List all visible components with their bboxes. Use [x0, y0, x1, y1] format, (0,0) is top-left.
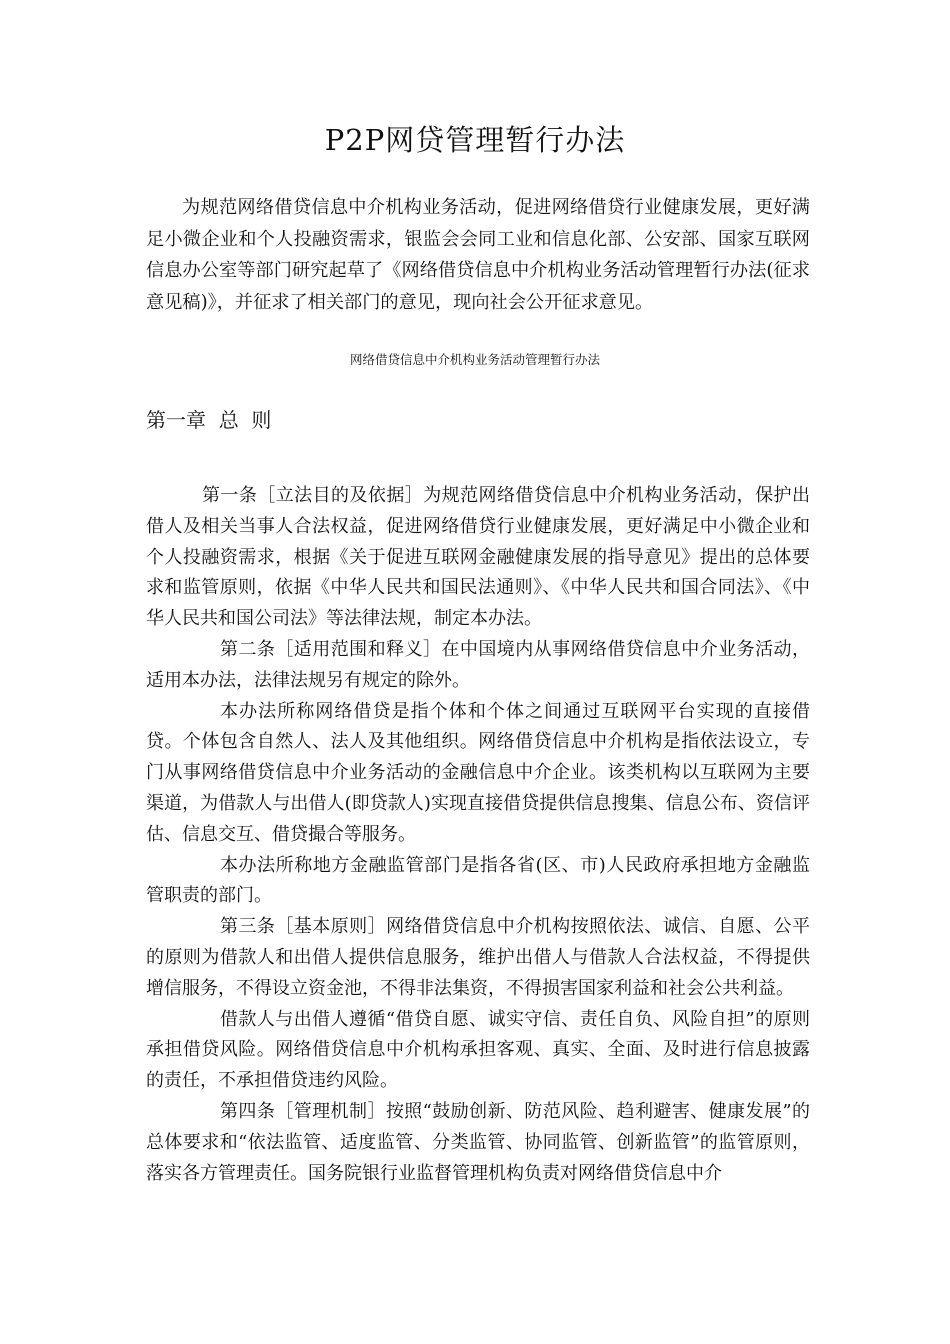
regulation-body [146, 481, 810, 1189]
chapter-heading: 第一章 总 则 [146, 408, 272, 432]
article-2-paragraph: 第二条［适用范围和释义］在中国境内从事网络借贷信息中介业务活动，适用本办法，法律法规另有规定的除外。 [146, 638, 810, 691]
article-3-risk-paragraph: 借款人与出借人遵循“借贷自愿、诚实守信、责任自负、风险自担”的原则承担借贷风险。网络借贷信息中介机构承担客观、真实、全面、及时进行信息披露的责任，不承担借贷违约风险。 [146, 1008, 810, 1092]
article-4-paragraph: 第四条［管理机制］按照“鼓励创新、防范风险、趋利避害、健康发展”的总体要求和“依法监管、适度监管、分类监管、协同监管、创新监管”的监管原则，落实各方管理责任。国务院银行业监督管理机构负责对网络借贷信息中介 [146, 1100, 810, 1184]
regulation-subtitle: 网络借贷信息中介机构业务活动管理暂行办法 [349, 352, 600, 367]
article-2-regulator-paragraph: 本办法所称地方金融监管部门是指各省(区、市)人民政府承担地方金融监管职责的部门。 [146, 854, 810, 907]
article-3-paragraph: 第三条［基本原则］网络借贷信息中介机构按照依法、诚信、自愿、公平的原则为借款人和出借人提供信息服务，维护出借人与借款人合法权益，不得提供增信服务，不得设立资金池，不得非法集资，不得损害国家利益和社会公共利益。 [146, 916, 810, 999]
document-title: P2P网贷管理暂行办法 [324, 123, 626, 157]
intro-paragraph: 为规范网络借贷信息中介机构业务活动，促进网络借贷行业健康发展，更好满足小微企业和个人投融资需求，银监会会同工业和信息化部、公安部、国家互联网信息办公室等部门研究起草了《网络借贷信息中介机构业务活动管理暂行办法(征求意见稿)》，并征求了相关部门的意见，现向社会公开征求意见。 [146, 197, 810, 313]
article-1-paragraph: 第一条［立法目的及依据］为规范网络借贷信息中介机构业务活动，保护出借人及相关当事人合法权益，促进网络借贷行业健康发展，更好满足中小微企业和个人投融资需求，根据《关于促进互联网金融健康发展的指导意见》提出的总体要求和监管原则，依据《中华人民共和国民法通则》、《中华人民共和国合同法》、《中华人民共和国公司法》等法律法规，制定本办法。 [146, 485, 810, 630]
article-2-definition-paragraph: 本办法所称网络借贷是指个体和个体之间通过互联网平台实现的直接借贷。个体包含自然人、法人及其他组织。网络借贷信息中介机构是指依法设立，专门从事网络借贷信息中介业务活动的金融信息中介企业。该类机构以互联网为主要渠道，为借款人与出借人(即贷款人)实现直接借贷提供信息搜集、信息公布、资信评估、信息交互、借贷撮合等服务。 [146, 700, 810, 845]
